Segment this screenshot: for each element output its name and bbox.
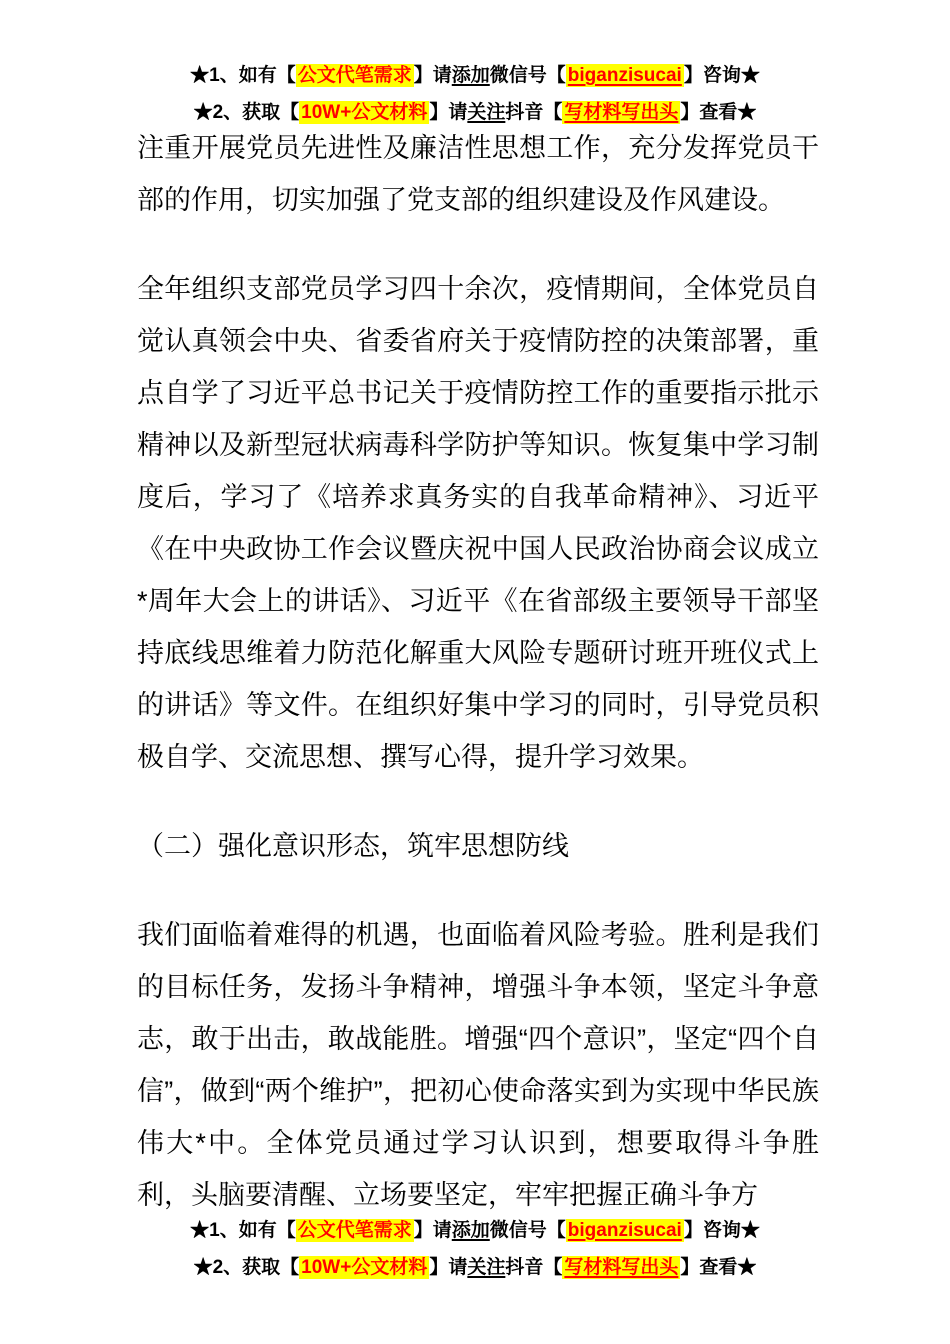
body-paragraph-2: 全年组织支部党员学习四十余次，疫情期间，全体党员自觉认真领会中央、省委省府关于疫情防控的决策部署，重点自学了习近平总书记关于疫情防控工作的重要指示批示精神以及新型冠状病毒科学防护等知识。恢复集中学习制度后，学习了《培养求真务实的自我革命精神》、习近平《在中央政协工作会议暨庆祝中国人民政治协商会议成立*周年大会上的讲话》、习近平《在省部级主要领导干部坚持底线思维着力防范化解重大风险专题研讨班开班仪式上的讲话》等文件。在组织好集中学习的同时，引导党员积极自学、交流思想、撰写心得，提升学习效果。 <box>137 274 819 772</box>
promo-text: 】查看★ <box>680 1257 757 1278</box>
promo-top-line-1 <box>0 57 950 94</box>
promo-highlight-service: 公文代笔需求 <box>297 65 412 86</box>
section-heading: （二）强化意识形态，筑牢思想防线 <box>137 831 569 861</box>
promo-text: 微信号【 <box>489 1220 566 1241</box>
promo-highlight-materials: 10W+公文材料 <box>301 1257 428 1278</box>
promo-underline-follow: 关注 <box>467 1257 506 1278</box>
promo-banner-bottom <box>0 1212 950 1286</box>
promo-wechat-id: biganzisucai <box>567 1220 682 1241</box>
promo-text: ★2、获取【 <box>193 1257 300 1278</box>
promo-text: 】咨询★ <box>683 1220 760 1241</box>
promo-text: 】请 <box>413 65 452 86</box>
promo-underline-follow: 关注 <box>467 102 506 123</box>
promo-douyin-id: 写材料写出头 <box>564 1257 679 1278</box>
promo-text: ★1、如有【 <box>190 1220 296 1241</box>
promo-douyin-id: 写材料写出头 <box>564 102 679 123</box>
promo-text: 抖音【 <box>505 1257 563 1278</box>
promo-text: 】请 <box>429 102 468 123</box>
promo-text: 】查看★ <box>680 102 757 123</box>
promo-banner-top <box>0 57 950 131</box>
promo-underline-add: 添加 <box>451 65 490 86</box>
promo-highlight-service: 公文代笔需求 <box>297 1220 412 1241</box>
body-paragraph-1: 注重开展党员先进性及廉洁性思想工作，充分发挥党员干部的作用，切实加强了党支部的组织建设及作风建设。 <box>137 133 819 215</box>
body-paragraph-3: 我们面临着难得的机遇，也面临着风险考验。胜利是我们的目标任务，发扬斗争精神，增强斗争本领，坚定斗争意志，敢于出击，敢战能胜。增强“四个意识”，坚定“四个自信”，做到“两个维护”，把初心使命落实到为实现中华民族伟大*中。全体党员通过学习认识到，想要取得斗争胜利，头脑要清醒、立场要坚定，牢牢把握正确斗争方 <box>137 920 819 1210</box>
document-body <box>137 122 819 1258</box>
promo-text: 】请 <box>413 1220 452 1241</box>
promo-text: ★1、如有【 <box>190 65 296 86</box>
promo-underline-add: 添加 <box>451 1220 490 1241</box>
promo-text: 微信号【 <box>489 65 566 86</box>
promo-text: ★2、获取【 <box>193 102 300 123</box>
promo-bottom-line-2 <box>0 1249 950 1286</box>
promo-text: 】请 <box>429 1257 468 1278</box>
promo-wechat-id: biganzisucai <box>567 65 682 86</box>
promo-bottom-line-1 <box>0 1212 950 1249</box>
promo-text: 】咨询★ <box>683 65 760 86</box>
promo-text: 抖音【 <box>505 102 563 123</box>
promo-highlight-materials: 10W+公文材料 <box>301 102 428 123</box>
